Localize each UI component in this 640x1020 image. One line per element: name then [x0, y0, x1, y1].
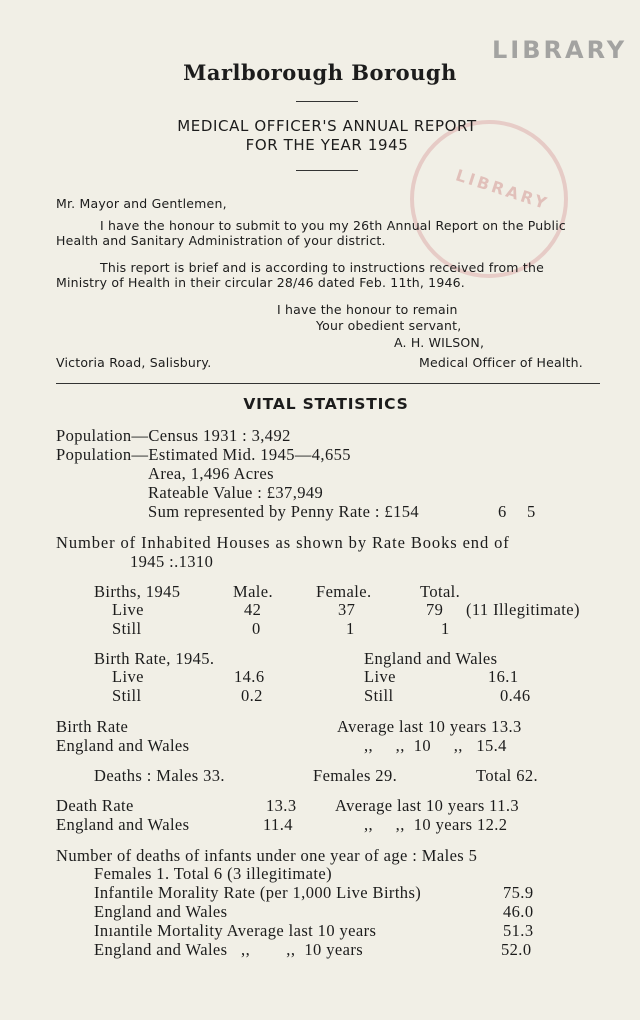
infant-row-label: Inıantile Mortality Average last 10 years: [94, 921, 377, 940]
births-head-label: Births, 1945: [94, 582, 181, 601]
death-rate-value1: 13.3: [266, 796, 297, 815]
birth-rate-ew-still-label: Still: [364, 686, 394, 705]
para1-line1: I have the honour to submit to you my 26th Annual Report on the Public: [100, 218, 566, 233]
deaths-males: Deaths : Males 33.: [94, 766, 225, 785]
birth-rate-still-value: 0.2: [241, 686, 263, 705]
birth-rate-ew-live-value: 16.1: [488, 667, 519, 686]
births-still-total: 1: [441, 619, 450, 638]
infant-row-value: 46.0: [503, 902, 534, 921]
birth-rate-live-value: 14.6: [234, 667, 265, 686]
br-avg-right2: ,, ,, 10 ,, 15.4: [364, 736, 507, 755]
br-avg-label2: England and Wales: [56, 736, 190, 755]
report-title-line1: MEDICAL OFFICER'S ANNUAL REPORT: [177, 117, 477, 135]
signatory-role: Medical Officer of Health.: [419, 355, 583, 370]
address: Victoria Road, Salisbury.: [56, 355, 212, 370]
closing-line1: I have the honour to remain: [277, 302, 458, 317]
birth-rate-ew-head: England and Wales: [364, 649, 498, 668]
births-live-total: 79: [426, 600, 444, 619]
report-title-line2: FOR THE YEAR 1945: [245, 136, 409, 154]
header-rule-top: [296, 101, 358, 102]
houses-line2: 1945 :.1310: [130, 552, 214, 571]
birth-rate-still-label: Still: [112, 686, 142, 705]
signature: A. H. WILSON,: [394, 335, 485, 350]
births-still-label: Still: [112, 619, 142, 638]
section-divider: [56, 383, 600, 384]
infant-row-label: Infantile Morality Rate (per 1,000 Live Births): [94, 883, 422, 902]
para2-line1: This report is brief and is according to instructions received from the: [100, 260, 544, 275]
births-live-note: (11 Illegitimate): [466, 600, 580, 619]
death-rate-value2: 11.4: [263, 815, 293, 834]
births-live-female: 37: [338, 600, 356, 619]
death-rate-right1: Average last 10 years 11.3: [335, 796, 520, 815]
penny-rate-pence: 5: [527, 502, 536, 521]
header-rule-bottom: [296, 170, 358, 171]
br-avg-label1: Birth Rate: [56, 717, 129, 736]
death-rate-label2: England and Wales: [56, 815, 190, 834]
library-stamp-top: LIBRARY: [492, 36, 628, 64]
births-live-label: Live: [112, 600, 144, 619]
infants-line1: Number of deaths of infants under one year of age : Males 5: [56, 846, 478, 865]
population-estimated: Population—Estimated Mid. 1945—4,655: [56, 445, 351, 464]
para1-line2: Health and Sanitary Administration of your district.: [56, 233, 386, 248]
birth-rate-live-label: Live: [112, 667, 144, 686]
area: Area, 1,496 Acres: [148, 464, 274, 483]
borough-title: Marlborough Borough: [183, 60, 457, 85]
vital-statistics-heading: VITAL STATISTICS: [243, 395, 409, 413]
br-avg-right1: Average last 10 years 13.3: [337, 717, 522, 736]
deaths-total: Total 62.: [476, 766, 539, 785]
births-live-male: 42: [244, 600, 262, 619]
birth-rate-ew-live-label: Live: [364, 667, 396, 686]
infant-row-value: 52.0: [501, 940, 532, 959]
deaths-females: Females 29.: [313, 766, 398, 785]
birth-rate-ew-still-value: 0.46: [500, 686, 531, 705]
birth-rate-head: Birth Rate, 1945.: [94, 649, 215, 668]
births-head-female: Female.: [316, 582, 372, 601]
salutation: Mr. Mayor and Gentlemen,: [56, 196, 227, 211]
births-still-female: 1: [346, 619, 355, 638]
births-still-male: 0: [252, 619, 261, 638]
infant-row-label: England and Wales ,, ,, 10 years: [94, 940, 364, 959]
births-head-male: Male.: [233, 582, 274, 601]
death-rate-label1: Death Rate: [56, 796, 134, 815]
para2-line2: Ministry of Health in their circular 28/46 dated Feb. 11th, 1946.: [56, 275, 465, 290]
infant-row-label: England and Wales: [94, 902, 228, 921]
penny-rate-shillings: 6: [498, 502, 507, 521]
houses-line1: Number of Inhabited Houses as shown by Rate Books end of: [56, 533, 510, 552]
library-stamp-ring-text: LIBRARY: [453, 165, 552, 214]
infants-line2: Females 1. Total 6 (3 illegitimate): [94, 864, 332, 883]
rateable-value: Rateable Value : £37,949: [148, 483, 324, 502]
death-rate-right2: ,, ,, 10 years 12.2: [364, 815, 508, 834]
infant-row-value: 51.3: [503, 921, 534, 940]
births-head-total: Total.: [420, 582, 461, 601]
closing-line2: Your obedient servant,: [316, 318, 462, 333]
infant-row-value: 75.9: [503, 883, 534, 902]
population-census: Population—Census 1931 : 3,492: [56, 426, 291, 445]
penny-rate-label: Sum represented by Penny Rate : £154: [148, 502, 420, 521]
